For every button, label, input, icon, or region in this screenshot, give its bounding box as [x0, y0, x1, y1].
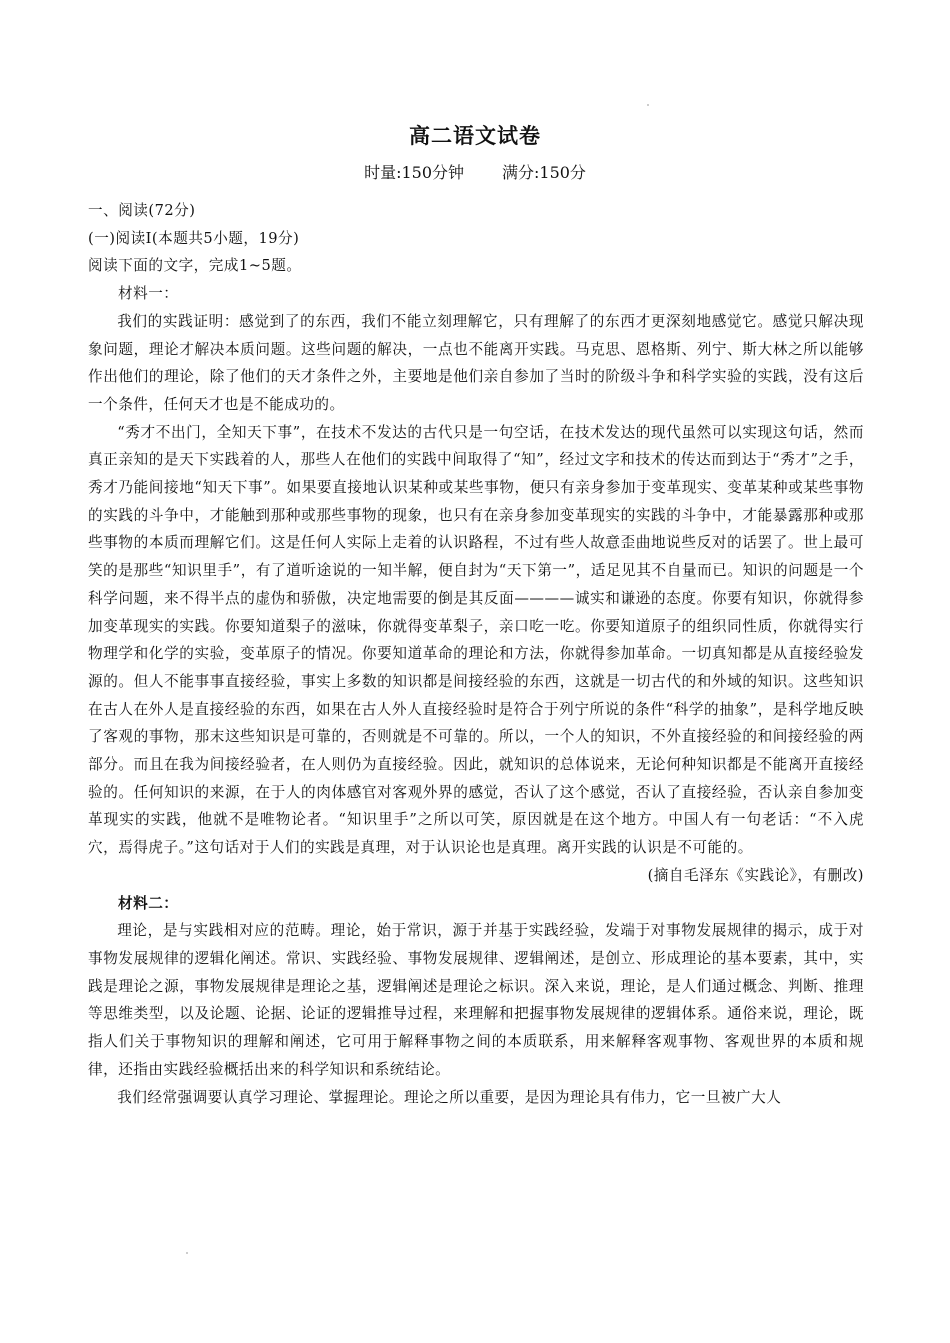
time-limit: 时量:150分钟	[364, 163, 464, 182]
material-two-paragraph: 我们经常强调要认真学习理论、掌握理论。理论之所以重要，是因为理论具有伟力，它一旦被广大人	[117, 1088, 782, 1106]
scan-speck	[186, 1252, 188, 1254]
subsection-heading: (一)阅读Ⅰ(本题共5小题，19分)	[88, 229, 300, 247]
exam-meta	[0, 160, 950, 183]
material-two-paragraph: 理论，是与实践相对应的范畴。理论，始于常识，源于并基于实践经验，发端于对事物发展规律的揭示，成于对事物发展规律的逻辑化阐述。常识、实践经验、事物发展规律、逻辑阐述，是创立、形成理论的基本要素，其中，实践是理论之源，事物发展规律是理论之基，逻辑阐述是理论之标识。深入来说，理论，是人们通过概念、判断、推理等思维类型，以及论题、论据、论证的逻辑推导过程，来理解和把握事物发展规律的逻辑体系。通俗来说，理论，既指人们关于事物知识的理解和阐述，它可用于解释事物之间的本质联系，用来解释客观事物、客观世界的本质和规律，还指由实践经验概括出来的科学知识和系统结论。	[88, 922, 864, 1078]
exam-title: 高二语文试卷	[409, 124, 541, 148]
full-score: 满分:150分	[502, 163, 586, 182]
scan-speck	[647, 104, 649, 106]
instruction: 阅读下面的文字，完成1~5题。	[88, 257, 302, 275]
material-one-paragraph: “秀才不出门，全知天下事”，在技术不发达的古代只是一句空话，在技术发达的现代虽然可以实现这句话，然而真正亲知的是天下实践着的人，那些人在他们的实践中间取得了“知”，经过文字和技术的传达而到达于“秀才”之手，秀才乃能间接地“知天下事”。如果要直接地认识某种或某些事物，便只有亲身参加于变革现实、变革某种或某些事物的实践的斗争中，才能触到那种或那些事物的现象，也只有在亲身参加变革现实的实践的斗争中，才能暴露那种或那些事物的本质而理解它们。这是任何人实际上走着的认识路程，不过有些人故意歪曲地说些反对的话罢了。世上最可笑的是那些“知识里手”，有了道听途说的一知半解，便自封为“天下第一”，适足见其不自量而已。知识的问题是一个科学问题，来不得半点的虚伪和骄傲，决定地需要的倒是其反面————诚实和谦逊的态度。你要有知识，你就得参加变革现实的实践。你要知道梨子的滋味，你就得变革梨子，亲口吃一吃。你要知道原子的组织同性质，你就得实行物理学和化学的实验，变革原子的情况。你要知道革命的理论和方法，你就得参加革命。一切真知都是从直接经验发源的。但人不能事事直接经验，事实上多数的知识都是间接经验的东西，这就是一切古代的和外域的知识。这些知识在古人在外人是直接经验的东西，如果在古人外人直接经验时是符合于列宁所说的条件“科学的抽象”，是科学地反映了客观的事物，那末这些知识是可靠的，否则就是不可靠的。所以，一个人的知识，不外直接经验的和间接经验的两部分。而且在我为间接经验者，在人则仍为直接经验。因此，就知识的总体说来，无论何种知识都是不能离开直接经验的。任何知识的来源，在于人的肉体感官对客观外界的感觉，否认了这个感觉，否认了直接经验，否认亲自参加变革现实的实践，他就不是唯物论者。“知识里手”之所以可笑，原因就是在这个地方。中国人有一句老话：“不入虎穴，焉得虎子。”这句话对于人们的实践是真理，对于认识论也是真理。离开实践的认识是不可能的。	[88, 423, 864, 857]
material-one-source: (摘自毛泽东《实践论》，有删改)	[647, 866, 864, 884]
section-heading: 一、阅读(72分)	[88, 202, 196, 219]
material-two-label: 材料二：	[118, 894, 179, 912]
material-one-label: 材料一：	[118, 285, 179, 303]
material-one-paragraph: 我们的实践证明：感觉到了的东西，我们不能立刻理解它，只有理解了的东西才更深刻地感觉它。感觉只解决现象问题，理论才解决本质问题。这些问题的解决，一点也不能离开实践。马克思、恩格斯、列宁、斯大林之所以能够作出他们的理论，除了他们的天才条件之外，主要地是他们亲自参加了当时的阶级斗争和科学实验的实践，没有这后一个条件，任何天才也是不能成功的。	[88, 312, 864, 413]
exam-content	[88, 197, 864, 1111]
